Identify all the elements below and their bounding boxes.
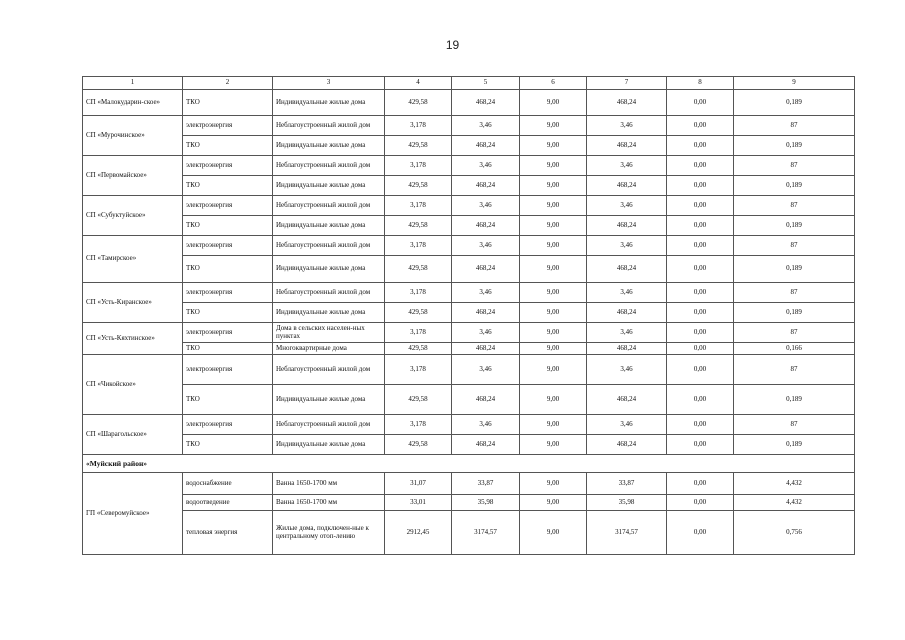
table-row xyxy=(83,323,855,343)
housing-type: Индивидуальные жилые дома xyxy=(273,303,385,323)
tariff-table xyxy=(82,76,855,555)
value-cell: 31,07 xyxy=(385,473,452,495)
value-cell: 9,00 xyxy=(520,90,587,116)
settlement-name: СП «Тамирское» xyxy=(83,236,183,283)
value-cell: 3,46 xyxy=(452,323,520,343)
column-number: 1 xyxy=(83,77,183,90)
resource-type: электроэнергия xyxy=(183,196,273,216)
value-cell: 468,24 xyxy=(587,303,667,323)
value-cell: 0,00 xyxy=(667,323,734,343)
value-cell: 468,24 xyxy=(587,216,667,236)
value-cell: 0,00 xyxy=(667,116,734,136)
page-number: 19 xyxy=(445,38,460,52)
resource-type: водоотведение xyxy=(183,495,273,511)
value-cell: 429,58 xyxy=(385,90,452,116)
value-cell: 0,166 xyxy=(734,343,855,355)
value-cell: 3,46 xyxy=(452,196,520,216)
value-cell: 0,189 xyxy=(734,385,855,415)
value-cell: 4,432 xyxy=(734,495,855,511)
value-cell: 3,46 xyxy=(587,156,667,176)
value-cell: 9,00 xyxy=(520,156,587,176)
housing-type: Многоквартирные дома xyxy=(273,343,385,355)
resource-type: электроэнергия xyxy=(183,355,273,385)
value-cell: 429,58 xyxy=(385,256,452,283)
value-cell: 0,189 xyxy=(734,216,855,236)
settlement-name: СП «Чикойское» xyxy=(83,355,183,415)
table-row xyxy=(83,236,855,256)
value-cell: 468,24 xyxy=(587,176,667,196)
value-cell: 9,00 xyxy=(520,283,587,303)
value-cell: 0,189 xyxy=(734,256,855,283)
value-cell: 9,00 xyxy=(520,473,587,495)
value-cell: 0,00 xyxy=(667,90,734,116)
settlement-name: СП «Шарагольское» xyxy=(83,415,183,455)
housing-type: Неблагоустроенный жилой дом xyxy=(273,355,385,385)
value-cell: 9,00 xyxy=(520,116,587,136)
value-cell: 0,00 xyxy=(667,216,734,236)
value-cell: 87 xyxy=(734,323,855,343)
table-row xyxy=(83,385,855,415)
column-number-row xyxy=(83,77,855,90)
value-cell: 0,189 xyxy=(734,136,855,156)
resource-type: ТКО xyxy=(183,136,273,156)
housing-type: Ванна 1650-1700 мм xyxy=(273,473,385,495)
section-header-row xyxy=(83,455,855,473)
resource-type: электроэнергия xyxy=(183,116,273,136)
value-cell: 9,00 xyxy=(520,216,587,236)
settlement-name: ГП «Северомуйское» xyxy=(83,473,183,555)
value-cell: 468,24 xyxy=(452,303,520,323)
housing-type: Ванна 1650-1700 мм xyxy=(273,495,385,511)
value-cell: 87 xyxy=(734,156,855,176)
column-number: 7 xyxy=(587,77,667,90)
value-cell: 87 xyxy=(734,236,855,256)
value-cell: 0,00 xyxy=(667,343,734,355)
value-cell: 0,00 xyxy=(667,355,734,385)
housing-type: Индивидуальные жилые дома xyxy=(273,136,385,156)
table-row xyxy=(83,116,855,136)
housing-type: Индивидуальные жилые дома xyxy=(273,435,385,455)
value-cell: 429,58 xyxy=(385,216,452,236)
table-row xyxy=(83,256,855,283)
housing-type: Неблагоустроенный жилой дом xyxy=(273,196,385,216)
value-cell: 429,58 xyxy=(385,343,452,355)
value-cell: 3,178 xyxy=(385,415,452,435)
value-cell: 468,24 xyxy=(587,136,667,156)
value-cell: 429,58 xyxy=(385,385,452,415)
value-cell: 0,00 xyxy=(667,495,734,511)
value-cell: 3,178 xyxy=(385,196,452,216)
column-number: 5 xyxy=(452,77,520,90)
table-row xyxy=(83,90,855,116)
value-cell: 9,00 xyxy=(520,355,587,385)
value-cell: 3,46 xyxy=(587,196,667,216)
table-row xyxy=(83,511,855,555)
value-cell: 9,00 xyxy=(520,136,587,156)
value-cell: 0,189 xyxy=(734,90,855,116)
resource-type: ТКО xyxy=(183,90,273,116)
settlement-name: СП «Усть-Киранское» xyxy=(83,283,183,323)
value-cell: 9,00 xyxy=(520,415,587,435)
value-cell: 468,24 xyxy=(452,90,520,116)
value-cell: 468,24 xyxy=(452,435,520,455)
value-cell: 0,189 xyxy=(734,303,855,323)
column-number: 9 xyxy=(734,77,855,90)
resource-type: электроэнергия xyxy=(183,156,273,176)
value-cell: 429,58 xyxy=(385,303,452,323)
table-row xyxy=(83,176,855,196)
value-cell: 87 xyxy=(734,283,855,303)
value-cell: 0,00 xyxy=(667,256,734,283)
resource-type: тепловая энергия xyxy=(183,511,273,555)
settlement-name: СП «Усть-Кяхтинское» xyxy=(83,323,183,355)
value-cell: 9,00 xyxy=(520,343,587,355)
column-number: 8 xyxy=(667,77,734,90)
value-cell: 3,178 xyxy=(385,236,452,256)
value-cell: 0,00 xyxy=(667,435,734,455)
value-cell: 468,24 xyxy=(587,385,667,415)
value-cell: 3,178 xyxy=(385,355,452,385)
housing-type: Неблагоустроенный жилой дом xyxy=(273,283,385,303)
table-row xyxy=(83,136,855,156)
value-cell: 9,00 xyxy=(520,256,587,283)
table-row xyxy=(83,495,855,511)
value-cell: 9,00 xyxy=(520,303,587,323)
value-cell: 0,189 xyxy=(734,435,855,455)
value-cell: 9,00 xyxy=(520,196,587,216)
value-cell: 468,24 xyxy=(452,216,520,236)
value-cell: 468,24 xyxy=(587,435,667,455)
table-row xyxy=(83,343,855,355)
value-cell: 3,46 xyxy=(452,283,520,303)
value-cell: 429,58 xyxy=(385,136,452,156)
housing-type: Неблагоустроенный жилой дом xyxy=(273,236,385,256)
value-cell: 468,24 xyxy=(587,256,667,283)
table-row xyxy=(83,283,855,303)
value-cell: 0,00 xyxy=(667,136,734,156)
value-cell: 3,46 xyxy=(587,116,667,136)
value-cell: 468,24 xyxy=(452,343,520,355)
value-cell: 0,00 xyxy=(667,511,734,555)
value-cell: 9,00 xyxy=(520,511,587,555)
table-row xyxy=(83,435,855,455)
value-cell: 33,01 xyxy=(385,495,452,511)
resource-type: водоснабжение xyxy=(183,473,273,495)
table-row xyxy=(83,415,855,435)
value-cell: 3,178 xyxy=(385,116,452,136)
housing-type: Дома в сельских населен-ных пунктах xyxy=(273,323,385,343)
value-cell: 9,00 xyxy=(520,236,587,256)
value-cell: 9,00 xyxy=(520,495,587,511)
value-cell: 429,58 xyxy=(385,435,452,455)
value-cell: 0,189 xyxy=(734,176,855,196)
table-row xyxy=(83,156,855,176)
value-cell: 87 xyxy=(734,196,855,216)
settlement-name: СП «Субуктуйское» xyxy=(83,196,183,236)
settlement-name: СП «Малокударин-ское» xyxy=(83,90,183,116)
value-cell: 429,58 xyxy=(385,176,452,196)
value-cell: 4,432 xyxy=(734,473,855,495)
value-cell: 468,24 xyxy=(587,90,667,116)
value-cell: 9,00 xyxy=(520,176,587,196)
value-cell: 3,46 xyxy=(587,415,667,435)
housing-type: Неблагоустроенный жилой дом xyxy=(273,415,385,435)
settlement-name: СП «Первомайское» xyxy=(83,156,183,196)
column-number: 3 xyxy=(273,77,385,90)
resource-type: ТКО xyxy=(183,216,273,236)
resource-type: электроэнергия xyxy=(183,236,273,256)
housing-type: Индивидуальные жилые дома xyxy=(273,256,385,283)
value-cell: 0,00 xyxy=(667,385,734,415)
resource-type: ТКО xyxy=(183,435,273,455)
housing-type: Индивидуальные жилые дома xyxy=(273,385,385,415)
value-cell: 0,00 xyxy=(667,176,734,196)
resource-type: ТКО xyxy=(183,176,273,196)
value-cell: 9,00 xyxy=(520,385,587,415)
value-cell: 3,178 xyxy=(385,323,452,343)
value-cell: 2912,45 xyxy=(385,511,452,555)
value-cell: 33,87 xyxy=(452,473,520,495)
table-row xyxy=(83,216,855,236)
value-cell: 468,24 xyxy=(452,136,520,156)
value-cell: 87 xyxy=(734,355,855,385)
resource-type: ТКО xyxy=(183,385,273,415)
value-cell: 0,00 xyxy=(667,303,734,323)
housing-type: Жилые дома, подключен-ные к центральному отоп-лению xyxy=(273,511,385,555)
value-cell: 3174,57 xyxy=(452,511,520,555)
value-cell: 9,00 xyxy=(520,435,587,455)
value-cell: 0,00 xyxy=(667,196,734,216)
table-row xyxy=(83,355,855,385)
value-cell: 3,178 xyxy=(385,156,452,176)
resource-type: электроэнергия xyxy=(183,415,273,435)
value-cell: 0,00 xyxy=(667,156,734,176)
resource-type: электроэнергия xyxy=(183,323,273,343)
resource-type: ТКО xyxy=(183,256,273,283)
housing-type: Индивидуальные жилые дома xyxy=(273,216,385,236)
section-title: «Муйский район» xyxy=(83,455,855,473)
table-row xyxy=(83,303,855,323)
resource-type: электроэнергия xyxy=(183,283,273,303)
column-number: 6 xyxy=(520,77,587,90)
value-cell: 468,24 xyxy=(587,343,667,355)
housing-type: Индивидуальные жилые дома xyxy=(273,90,385,116)
value-cell: 35,98 xyxy=(587,495,667,511)
value-cell: 87 xyxy=(734,116,855,136)
resource-type: ТКО xyxy=(183,303,273,323)
settlement-name: СП «Мурочинское» xyxy=(83,116,183,156)
value-cell: 35,98 xyxy=(452,495,520,511)
value-cell: 3,46 xyxy=(452,236,520,256)
table-row xyxy=(83,473,855,495)
value-cell: 3,46 xyxy=(587,355,667,385)
value-cell: 0,00 xyxy=(667,236,734,256)
value-cell: 0,00 xyxy=(667,473,734,495)
column-number: 2 xyxy=(183,77,273,90)
value-cell: 3,46 xyxy=(587,283,667,303)
value-cell: 0,00 xyxy=(667,283,734,303)
value-cell: 0,756 xyxy=(734,511,855,555)
housing-type: Индивидуальные жилые дома xyxy=(273,176,385,196)
value-cell: 3,46 xyxy=(587,323,667,343)
housing-type: Неблагоустроенный жилой дом xyxy=(273,156,385,176)
value-cell: 0,00 xyxy=(667,415,734,435)
value-cell: 3,46 xyxy=(452,116,520,136)
value-cell: 468,24 xyxy=(452,385,520,415)
value-cell: 33,87 xyxy=(587,473,667,495)
value-cell: 3,46 xyxy=(452,355,520,385)
value-cell: 3,46 xyxy=(587,236,667,256)
value-cell: 3,46 xyxy=(452,415,520,435)
resource-type: ТКО xyxy=(183,343,273,355)
value-cell: 3174,57 xyxy=(587,511,667,555)
table-row xyxy=(83,196,855,216)
column-number: 4 xyxy=(385,77,452,90)
value-cell: 468,24 xyxy=(452,256,520,283)
value-cell: 3,46 xyxy=(452,156,520,176)
housing-type: Неблагоустроенный жилой дом xyxy=(273,116,385,136)
value-cell: 468,24 xyxy=(452,176,520,196)
value-cell: 9,00 xyxy=(520,323,587,343)
value-cell: 3,178 xyxy=(385,283,452,303)
value-cell: 87 xyxy=(734,415,855,435)
